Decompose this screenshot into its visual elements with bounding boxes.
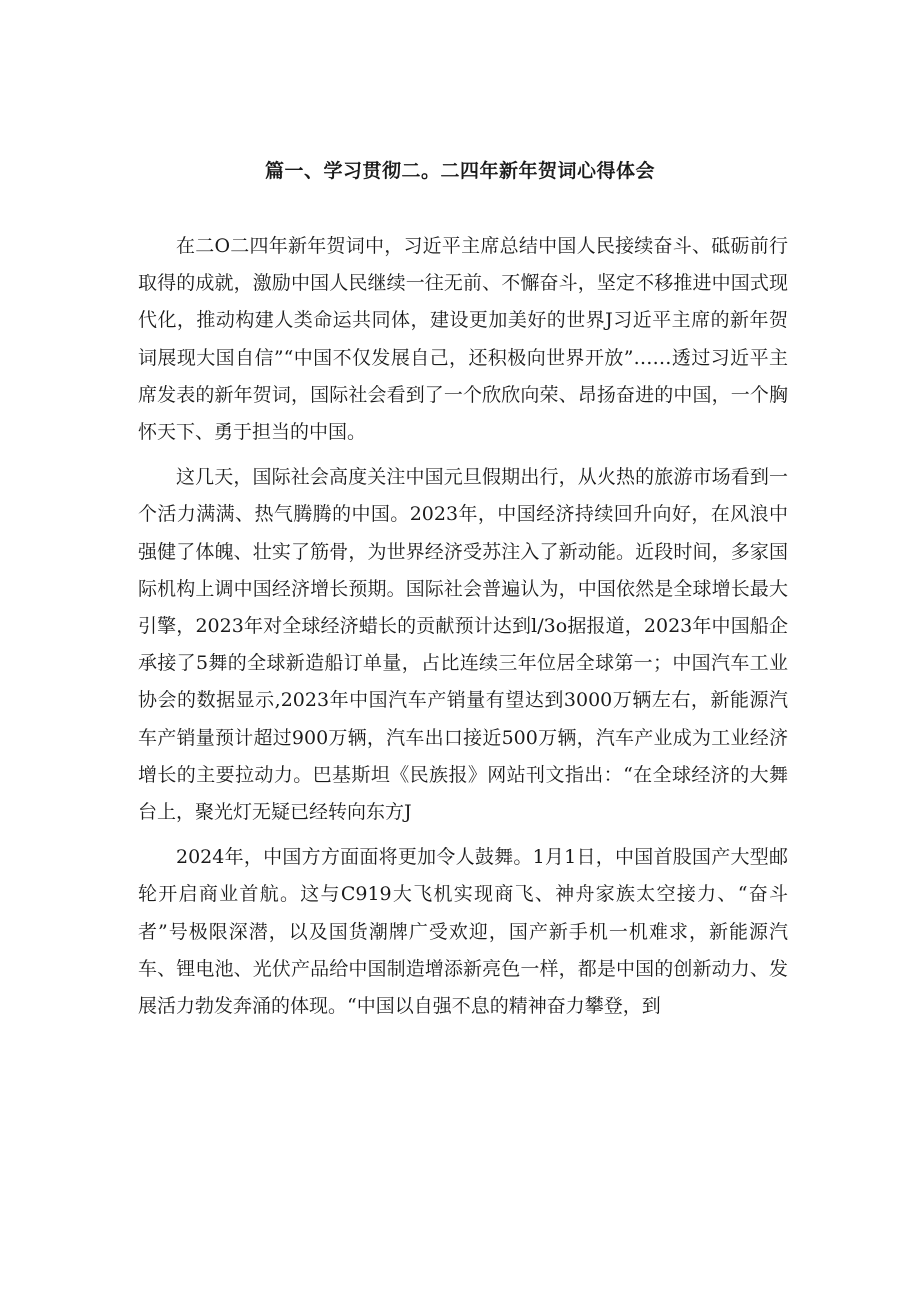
paragraph-2: 这几天，国际社会高度关注中国元旦假期出行，从火热的旅游市场看到一个活力满满、热气腾腾的中国。2023年，中国经济持续回升向好，在风浪中强健了体魄、壮实了筋骨，为世界经济受苏注入了新动能。近段时间，多家国际机构上调中国经济增长预期。国际社会普遍认为，中国依然是全球增长最大引擎，2023年对全球经济蜡长的贡献预计达到l/3o据报道，2023年中国船企承接了5舞的全球新造船订单量，占比连续三年位居全球第一；中国汽车工业协会的数据显示,2023年中国汽车产销量有望达到3000万辆左右，新能源汽车产销量预计超过900万辆，汽车出口接近500万辆，汽车产业成为工业经济增长的主要拉动力。巴基斯坦《民族报》网站刊文指出：“在全球经济的大舞台上，聚光灯无疑已经转向东方J (138, 466, 788, 824)
paragraph-1: 在二O二四年新年贺词中，习近平主席总结中国人民接续奋斗、砥砺前行取得的成就，激励中国人民继续一往无前、不懈奋斗，坚定不移推进中国式现代化，推动构建人类命运共同体，建设更加美好的世界J习近平主席的新年贺词展现大国自信”“中国不仅发展自己，还积极向世界开放”……透过习近平主席发表的新年贺词，国际社会看到了一个欣欣向荣、昂扬奋进的中国，一个胸怀天下、勇于担当的中国。 (138, 235, 788, 444)
document-body (138, 228, 788, 1033)
document-title: 篇一、学习贯彻二。二四年新年贺词心得体会 (264, 160, 655, 182)
paragraph-3: 2024年，中国方方面面将更加令人鼓舞。1月1日，中国首股国产大型邮轮开启商业首航。这与C919大飞机实现商飞、神舟家族太空接力、“奋斗者”号极限深潜，以及国货潮牌广受欢迎，国产新手机一机难求，新能源汽车、锂电池、光伏产品给中国制造增添新亮色一样，都是中国的创新动力、发展活力勃发奔涌的体现。“中国以自强不息的精神奋力攀登，到 (138, 846, 788, 1018)
